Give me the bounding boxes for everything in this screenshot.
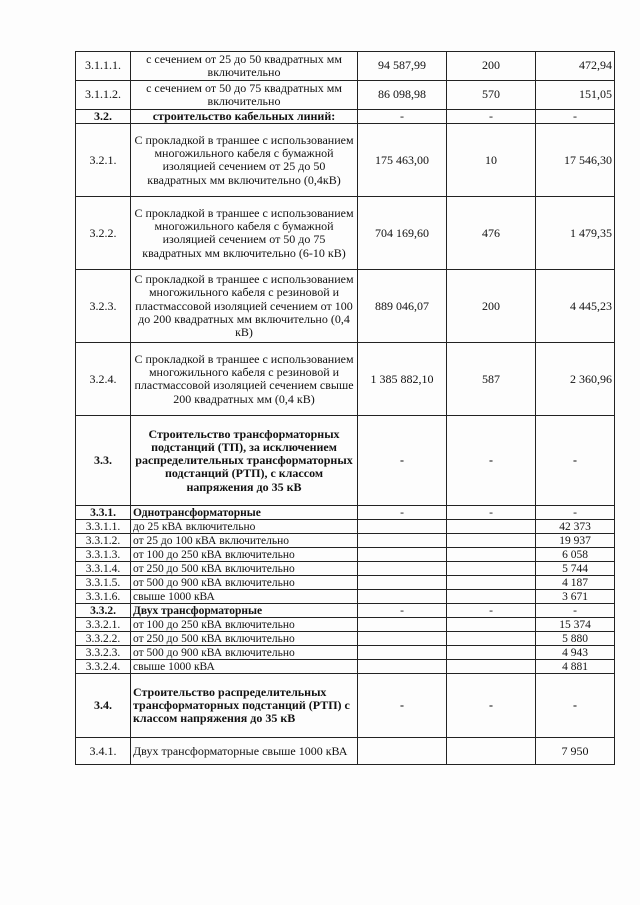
row-description: с сечением от 25 до 50 квадратных мм включительно (131, 52, 358, 81)
row-value-3: 15 374 (536, 618, 615, 632)
row-value-2 (447, 520, 536, 534)
row-description: Строительство трансформаторных подстанций (ТП), за исключением распределительных трансформаторных подстанций (РТП), с классом напряжения до 35 кВ (131, 416, 358, 506)
row-description: от 250 до 500 кВА включительно (131, 562, 358, 576)
row-value-3: 5 744 (536, 562, 615, 576)
row-value-3: 19 937 (536, 534, 615, 548)
row-value-1 (358, 660, 447, 674)
row-value-3: 4 187 (536, 576, 615, 590)
row-value-1: 1 385 882,10 (358, 343, 447, 416)
row-code: 3.1.1.1. (76, 52, 131, 81)
row-value-3: 4 943 (536, 646, 615, 660)
row-value-1 (358, 576, 447, 590)
row-value-3: 2 360,96 (536, 343, 615, 416)
row-code: 3.3.2.2. (76, 632, 131, 646)
row-code: 3.2.2. (76, 197, 131, 270)
table-row (76, 618, 615, 632)
row-value-1: - (358, 604, 447, 618)
row-code: 3.3.1.5. (76, 576, 131, 590)
row-value-1 (358, 590, 447, 604)
row-description: с сечением от 50 до 75 квадратных мм включительно (131, 81, 358, 110)
row-description: от 25 до 100 кВА включительно (131, 534, 358, 548)
row-code: 3.3.1.1. (76, 520, 131, 534)
row-value-3: - (536, 674, 615, 738)
row-value-2 (447, 534, 536, 548)
row-code: 3.3.1.6. (76, 590, 131, 604)
row-code: 3.3.2.4. (76, 660, 131, 674)
row-value-2 (447, 646, 536, 660)
row-value-1: 94 587,99 (358, 52, 447, 81)
row-value-1: - (358, 416, 447, 506)
row-description: строительство кабельных линий: (131, 110, 358, 124)
row-value-3: 472,94 (536, 52, 615, 81)
row-value-2 (447, 548, 536, 562)
table-row (76, 534, 615, 548)
table-row (76, 506, 615, 520)
table-row (76, 738, 615, 765)
table-row (76, 416, 615, 506)
row-value-2 (447, 590, 536, 604)
row-description: свыше 1000 кВА (131, 660, 358, 674)
row-value-3: 17 546,30 (536, 124, 615, 197)
row-value-1: - (358, 110, 447, 124)
row-code: 3.3.2.1. (76, 618, 131, 632)
row-code: 3.4. (76, 674, 131, 738)
row-code: 3.1.1.2. (76, 81, 131, 110)
row-value-3: - (536, 110, 615, 124)
row-value-2: - (447, 674, 536, 738)
row-value-3: 151,05 (536, 81, 615, 110)
row-value-2 (447, 632, 536, 646)
table-row (76, 562, 615, 576)
row-value-1 (358, 632, 447, 646)
row-value-2 (447, 562, 536, 576)
row-description: С прокладкой в траншее с использованием многожильного кабеля с резиновой и пластмассовой изоляцией сечением от 100 до 200 квадратных мм включительно (0,4 кВ) (131, 270, 358, 343)
row-value-1: - (358, 506, 447, 520)
row-value-3: 42 373 (536, 520, 615, 534)
row-code: 3.3.1.2. (76, 534, 131, 548)
row-description: до 25 кВА включительно (131, 520, 358, 534)
row-value-3: 3 671 (536, 590, 615, 604)
row-code: 3.3.1.3. (76, 548, 131, 562)
row-description: Строительство распределительных трансформаторных подстанций (РТП) с классом напряжения до 35 кВ (131, 674, 358, 738)
row-value-3: 6 058 (536, 548, 615, 562)
row-code: 3.2.3. (76, 270, 131, 343)
row-value-1: 889 046,07 (358, 270, 447, 343)
row-value-2: - (447, 506, 536, 520)
row-code: 3.3. (76, 416, 131, 506)
row-description: от 250 до 500 кВА включительно (131, 632, 358, 646)
row-description: С прокладкой в траншее с использованием многожильного кабеля с бумажной изоляцией сечением от 25 до 50 квадратных мм включительно (0,4кВ) (131, 124, 358, 197)
row-description: С прокладкой в траншее с использованием многожильного кабеля с резиновой и пластмассовой изоляцией сечением свыше 200 квадратных мм (0,4 кВ) (131, 343, 358, 416)
row-value-1 (358, 618, 447, 632)
row-value-3: - (536, 506, 615, 520)
table-row (76, 124, 615, 197)
row-value-2: 200 (447, 270, 536, 343)
row-description: свыше 1000 кВА (131, 590, 358, 604)
row-description: от 100 до 250 кВА включительно (131, 548, 358, 562)
row-value-2: 200 (447, 52, 536, 81)
row-value-2 (447, 618, 536, 632)
row-value-3: 1 479,35 (536, 197, 615, 270)
row-value-1 (358, 562, 447, 576)
table-row (76, 646, 615, 660)
row-code: 3.3.1. (76, 506, 131, 520)
row-code: 3.2.1. (76, 124, 131, 197)
row-description: Двух трансформаторные (131, 604, 358, 618)
row-value-2 (447, 660, 536, 674)
row-value-2: - (447, 110, 536, 124)
row-code: 3.4.1. (76, 738, 131, 765)
tariff-table (75, 51, 615, 765)
row-code: 3.2.4. (76, 343, 131, 416)
row-value-2 (447, 738, 536, 765)
row-value-2: - (447, 604, 536, 618)
row-value-3: 4 881 (536, 660, 615, 674)
row-value-1 (358, 646, 447, 660)
row-value-2 (447, 576, 536, 590)
row-value-2: 587 (447, 343, 536, 416)
table-row (76, 548, 615, 562)
row-code: 3.3.2. (76, 604, 131, 618)
table-row (76, 576, 615, 590)
row-code: 3.2. (76, 110, 131, 124)
row-value-3: 5 880 (536, 632, 615, 646)
table-row (76, 197, 615, 270)
row-value-2: - (447, 416, 536, 506)
row-value-1: 86 098,98 (358, 81, 447, 110)
row-value-1: 704 169,60 (358, 197, 447, 270)
row-description: от 500 до 900 кВА включительно (131, 646, 358, 660)
row-code: 3.3.2.3. (76, 646, 131, 660)
table-row (76, 590, 615, 604)
table-row (76, 632, 615, 646)
table-row (76, 110, 615, 124)
table-row (76, 81, 615, 110)
row-value-3: - (536, 416, 615, 506)
row-description: от 100 до 250 кВА включительно (131, 618, 358, 632)
row-value-1 (358, 534, 447, 548)
row-value-1 (358, 520, 447, 534)
table-row (76, 343, 615, 416)
row-value-2: 570 (447, 81, 536, 110)
table-row (76, 674, 615, 738)
row-description: Однотрансформаторные (131, 506, 358, 520)
row-value-3: - (536, 604, 615, 618)
row-value-3: 4 445,23 (536, 270, 615, 343)
table-row (76, 660, 615, 674)
table-row (76, 520, 615, 534)
row-value-2: 10 (447, 124, 536, 197)
table-row (76, 604, 615, 618)
table-row (76, 52, 615, 81)
row-value-1: - (358, 674, 447, 738)
row-description: С прокладкой в траншее с использованием многожильного кабеля с бумажной изоляцией сечением от 50 до 75 квадратных мм включительно (6-10 кВ) (131, 197, 358, 270)
row-description: от 500 до 900 кВА включительно (131, 576, 358, 590)
row-description: Двух трансформаторные свыше 1000 кВА (131, 738, 358, 765)
row-value-1 (358, 738, 447, 765)
row-value-3: 7 950 (536, 738, 615, 765)
row-value-1: 175 463,00 (358, 124, 447, 197)
row-value-1 (358, 548, 447, 562)
row-value-2: 476 (447, 197, 536, 270)
row-code: 3.3.1.4. (76, 562, 131, 576)
table-row (76, 270, 615, 343)
